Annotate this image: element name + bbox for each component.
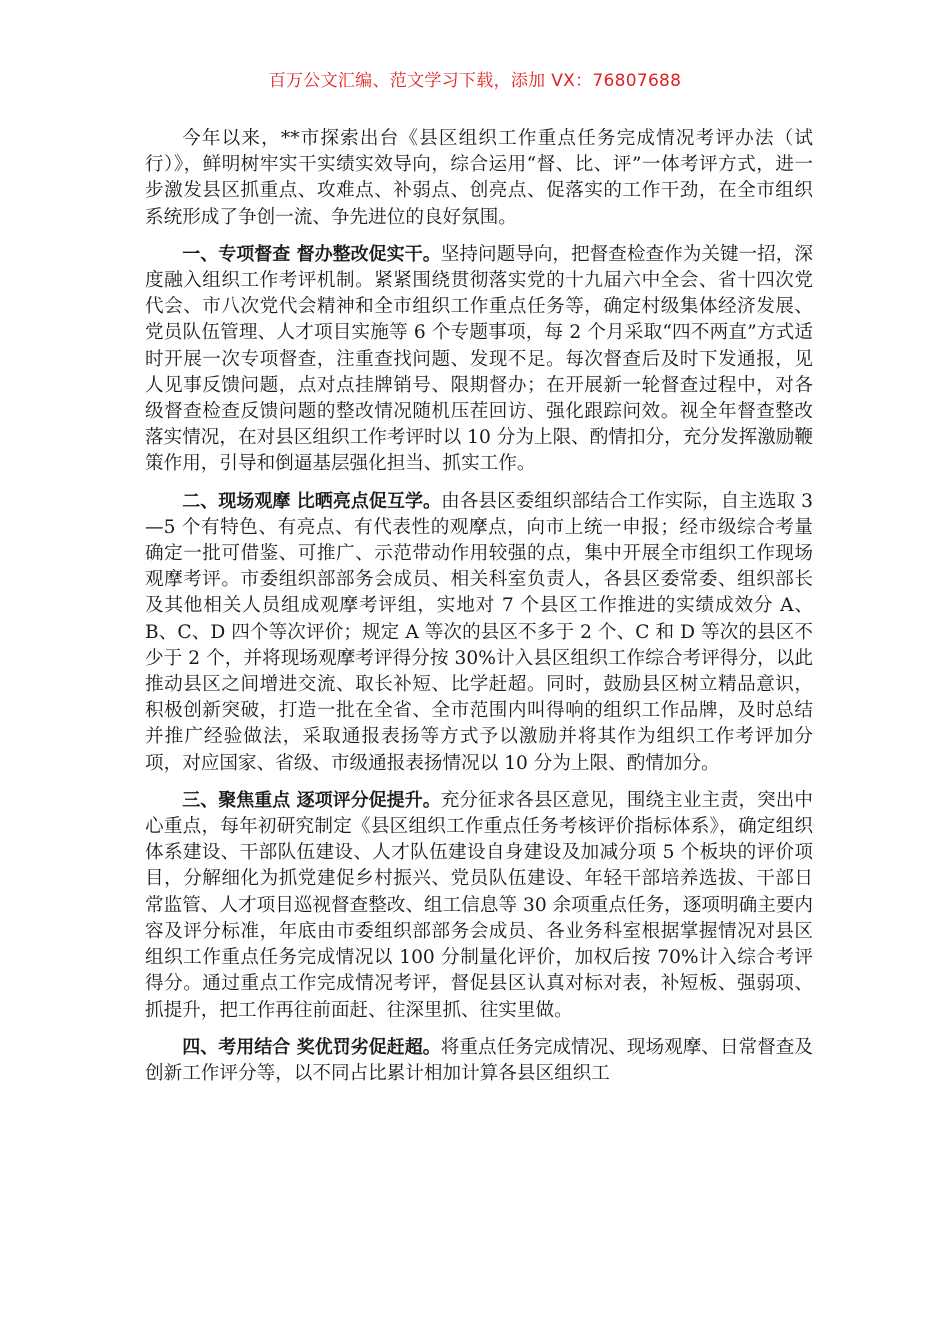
section-paragraph-2 xyxy=(145,489,813,777)
paragraph-text: 由各县区委组织部结合工作实际，自主选取 3—5 个有特色、有亮点、有代表性的观摩点，向市上统一申报；经市级综合考量确定一批可借鉴、可推广、示范带动作用较强的点，集中开展全市组织工作现场观摩考评。市委组织部部务会成员、相关科室负责人，各县区委常委、组织部长及其他相关人员组成观摩考评组，实地对 7 个县区工作推进的实绩成效分 A、B、C、D 四个等次评价；规定 A 等次的县区不多于 2 个、C 和 D 等次的县区不少于 2 个，并将现场观摩考评得分按 30%计入县区组织工作综合考评得分，以此推动县区之间增进交流、取长补短、比学赶超。同时，鼓励县区树立精品意识，积极创新突破，打造一批在全省、全市范围内叫得响的组织工作品牌，及时总结并推广经验做法，采取通报表扬等方式予以激励并将其作为组织工作考评加分项，对应国家、省级、市级通报表扬情况以 10 分为上限、酌情加分。 xyxy=(145,490,813,774)
intro-paragraph xyxy=(145,126,813,231)
section-paragraph-1 xyxy=(145,242,813,478)
paragraph-text: 将重点任务完成情况、现场观摩、日常督查及创新工作评分等，以不同占比累计相加计算各县区组织工 xyxy=(145,1036,813,1084)
section-heading: 二、现场观摩 比晒亮点促互学。 xyxy=(182,490,442,512)
paragraph-text: 今年以来，**市探索出台《县区组织工作重点任务完成情况考评办法（试行）》，鲜明树牢实干实绩实效导向，综合运用“督、比、评”一体考评方式，进一步激发县区抓重点、攻难点、补弱点、创亮点、促落实的工作干劲，在全市组织系统形成了争创一流、争先进位的良好氛围。 xyxy=(145,128,813,228)
paragraph-text: 充分征求各县区意见，围绕主业主责，突出中心重点，每年初研究制定《县区组织工作重点任务考核评价指标体系》，确定组织体系建设、干部队伍建设、人才队伍建设自身建设及加减分项 5 个板块的评价项目，分解细化为抓党建促乡村振兴、党员队伍建设、年轻干部培养选拔、干部日常监管、人才项目巡视督查整改、组工信息等 30 余项重点任务，逐项明确主要内容及评分标准，年底由市委组织部部务会成员、各业务科室根据掌握情况对县区组织工作重点任务完成情况以 100 分制量化评价，加权后按 70%计入综合考评得分。通过重点工作完成情况考评，督促县区认真对标对表，补短板、强弱项、抓提升，把工作再往前面赶、往深里抓、往实里做。 xyxy=(145,789,813,1021)
section-heading: 一、专项督查 督办整改促实干。 xyxy=(182,243,441,265)
section-paragraph-3 xyxy=(145,788,813,1024)
paragraph-text: 坚持问题导向，把督查检查作为关键一招，深度融入组织工作考评机制。紧紧围绕贯彻落实党的十九届六中全会、省十四次党代会、市八次党代会精神和全市组织工作重点任务等，确定村级集体经济发展、党员队伍管理、人才项目实施等 6 个专题事项，每 2 个月采取“四不两直”方式适时开展一次专项督查，注重查找问题、发现不足。每次督查后及时下发通报，见人见事反馈问题，点对点挂牌销号、限期督办；在开展新一轮督查过程中，对各级督查检查反馈问题的整改情况随机压茬回访、强化跟踪问效。视全年督查整改落实情况，在对县区组织工作考评时以 10 分为上限、酌情扣分，充分发挥激励鞭策作用，引导和倒逼基层强化担当、抓实工作。 xyxy=(145,243,813,475)
section-heading: 三、聚焦重点 逐项评分促提升。 xyxy=(182,789,441,811)
watermark-header: 百万公文汇编、范文学习下载，添加 VX：76807688 xyxy=(268,71,682,91)
section-heading: 四、考用结合 奖优罚劣促赶超。 xyxy=(182,1036,441,1058)
document-body xyxy=(145,126,813,1098)
section-paragraph-4 xyxy=(145,1035,813,1087)
